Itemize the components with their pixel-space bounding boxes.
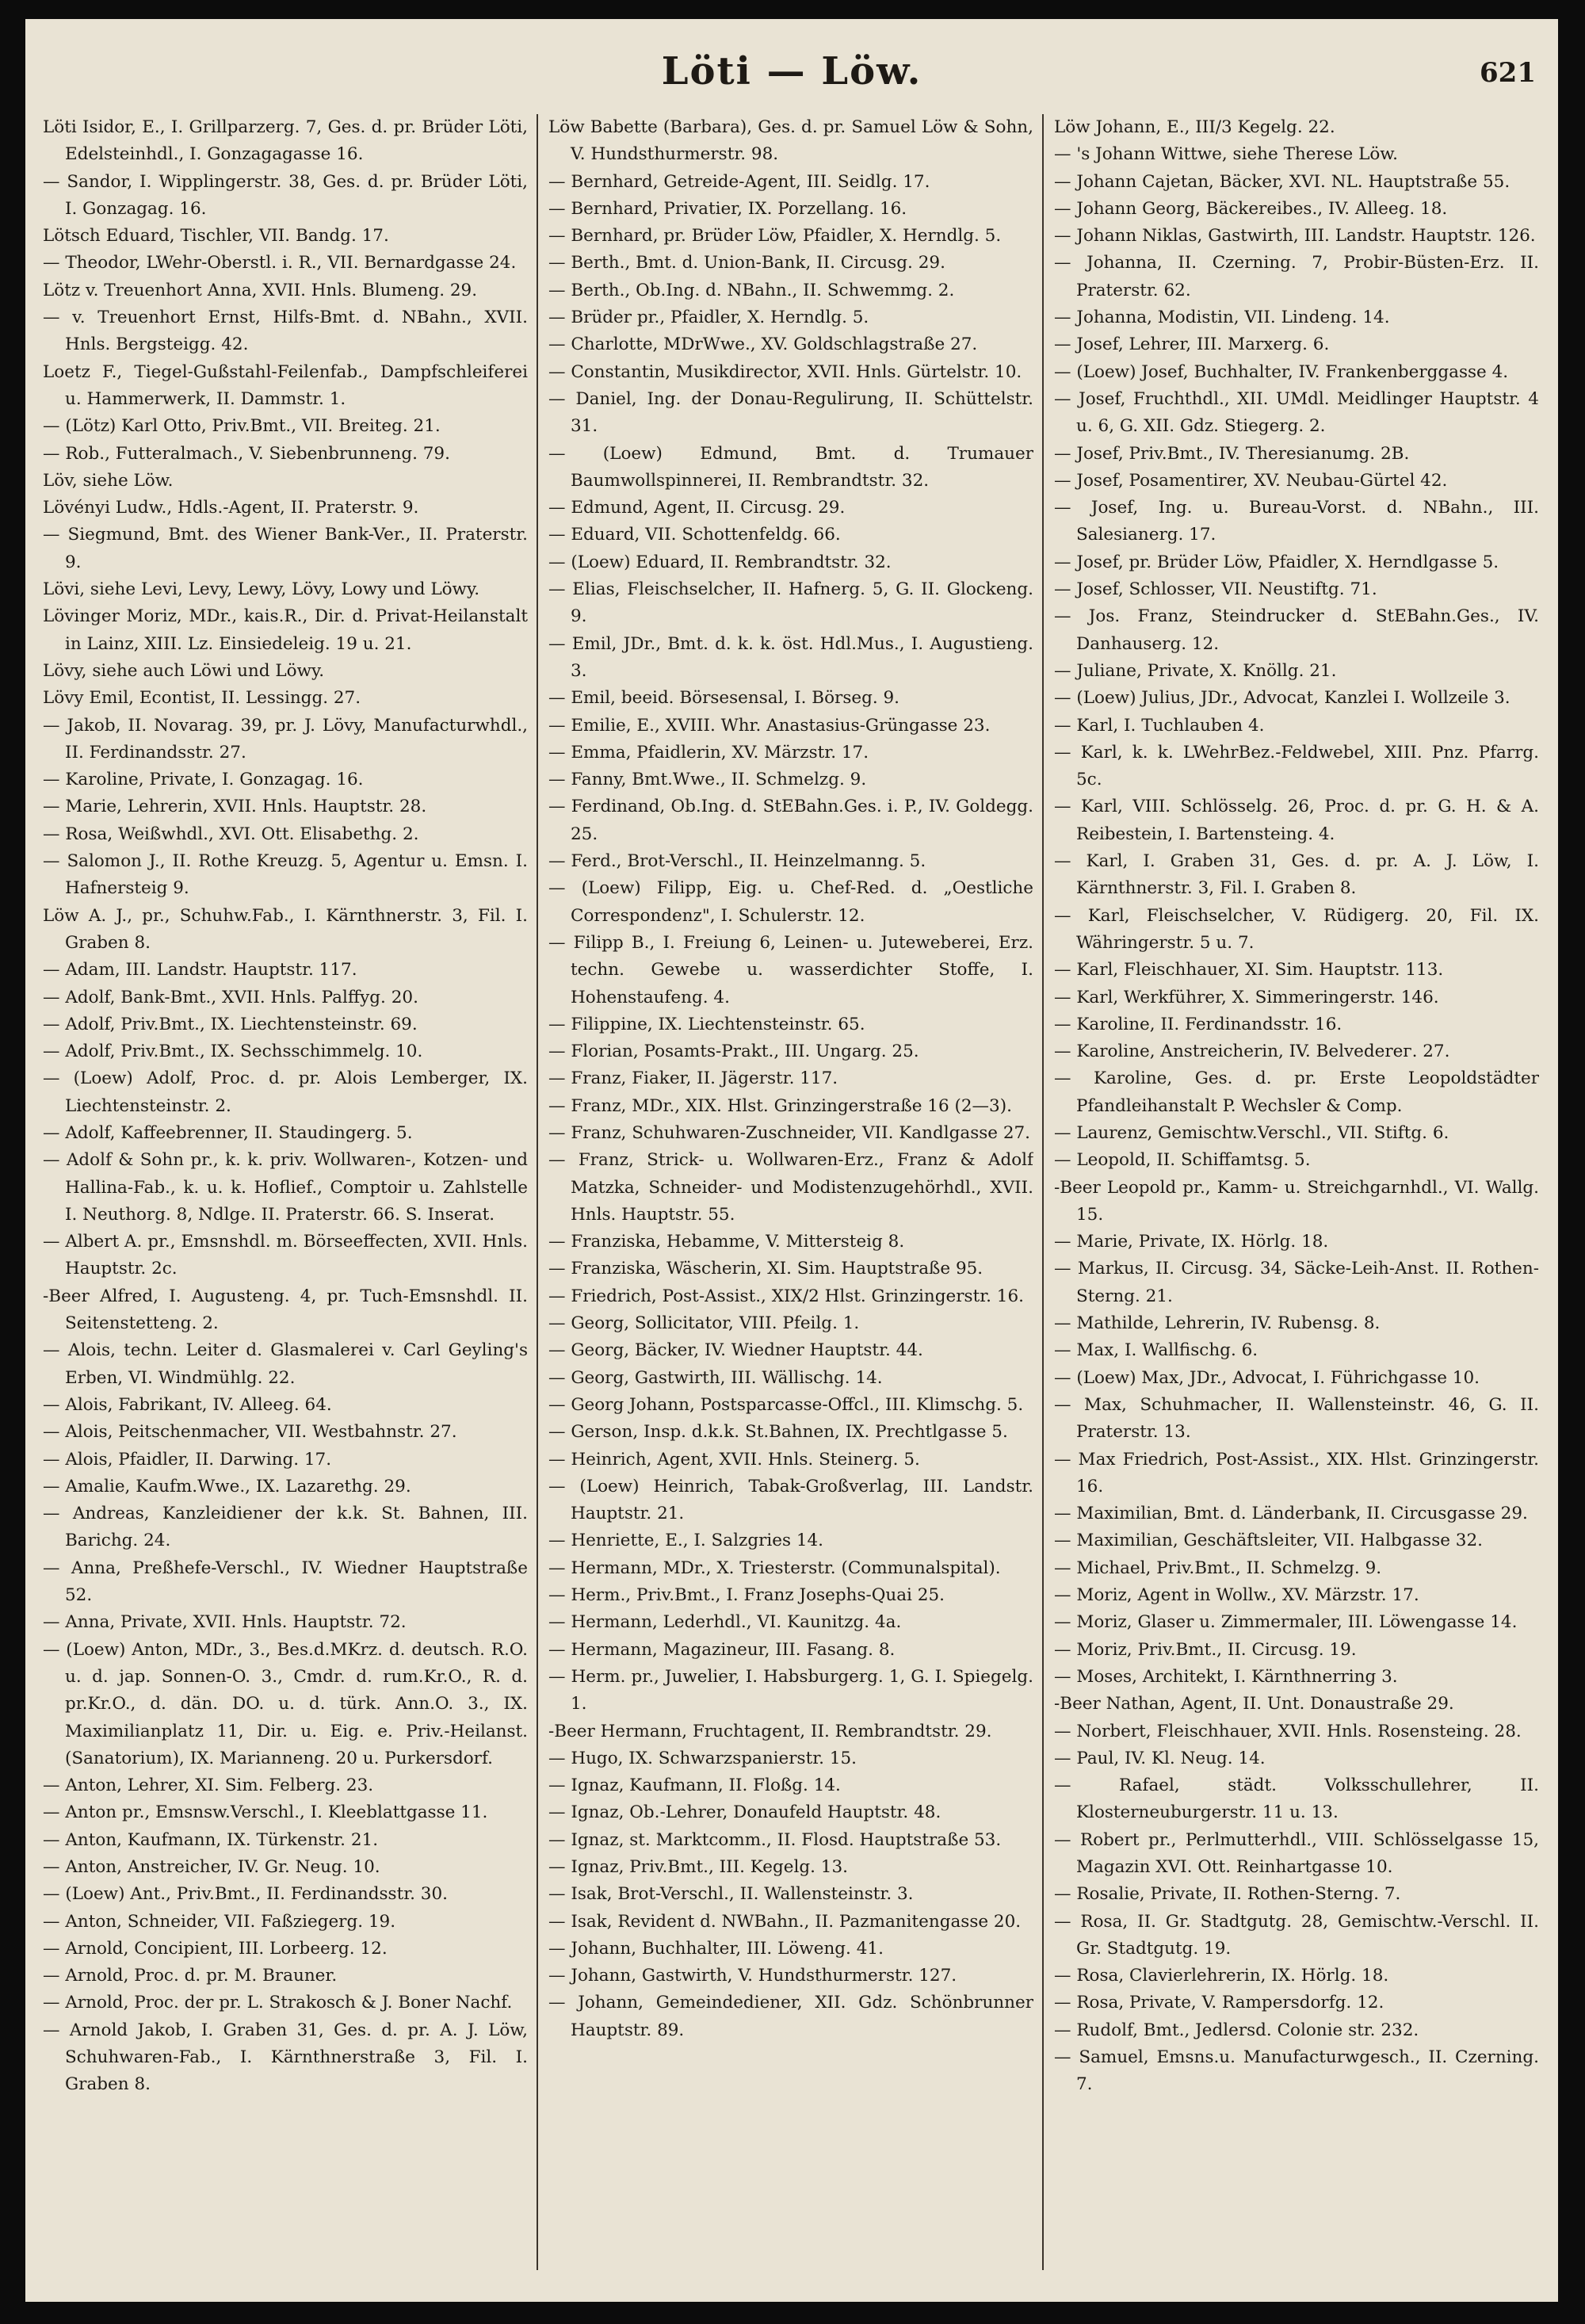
directory-entry: — Max, I. Wallfischg. 6. bbox=[1054, 1340, 1258, 1361]
directory-column-3 bbox=[1054, 114, 1539, 2270]
directory-entry: — Georg Johann, Postsparcasse-Offcl., III. Klimschg. 5. bbox=[548, 1394, 1024, 1415]
directory-entry: — Florian, Posamts-Prakt., III. Ungarg. 25. bbox=[548, 1042, 919, 1062]
directory-entry: — Alois, Pfaidler, II. Darwing. 17. bbox=[43, 1449, 332, 1470]
directory-entry: Lötsch Eduard, Tischler, VII. Bandg. 17. bbox=[43, 226, 389, 247]
directory-entry: — Johann, Buchhalter, III. Löweng. 41. bbox=[548, 1938, 884, 1959]
directory-entry: — Franz, Schuhwaren-Zuschneider, VII. Kandlgasse 27. bbox=[548, 1122, 1031, 1143]
directory-entry: -Beer Nathan, Agent, II. Unt. Donaustraße 29. bbox=[1054, 1694, 1454, 1714]
directory-entry: — Emilie, E., XVIII. Whr. Anastasius-Grüngasse 23. bbox=[548, 715, 991, 736]
directory-entry: — Johanna, Modistin, VII. Lindeng. 14. bbox=[1054, 308, 1390, 328]
directory-entry: Lövényi Ludw., Hdls.-Agent, II. Praterstr. 9. bbox=[43, 498, 419, 518]
directory-entry: Lövi, siehe Levi, Levy, Lewy, Lövy, Lowy und Löwy. bbox=[43, 579, 480, 600]
directory-entry: — (Loew) Filipp, Eig. u. Chef-Red. d. „Oestliche Correspondenz", I. Schulerstr. 12. bbox=[548, 878, 1033, 926]
directory-entry: — Josef, pr. Brüder Löw, Pfaidler, X. Herndlgasse 5. bbox=[1054, 552, 1499, 572]
directory-entry: — Moriz, Priv.Bmt., II. Circusg. 19. bbox=[1054, 1639, 1357, 1660]
directory-entry: — Hermann, Lederhdl., VI. Kaunitzg. 4a. bbox=[548, 1612, 902, 1633]
directory-entry: — Jos. Franz, Steindrucker d. StEBahn.Ges., IV. Danhauserg. 12. bbox=[1054, 606, 1539, 654]
directory-entry: — Rosa, Clavierlehrerin, IX. Hörlg. 18. bbox=[1054, 1966, 1389, 1986]
directory-entry: — Adolf, Kaffeebrenner, II. Staudingerg. 5. bbox=[43, 1122, 413, 1143]
directory-entry: — Alois, Peitschenmacher, VII. Westbahnstr. 27. bbox=[43, 1422, 457, 1443]
directory-entry: — Ignaz, st. Marktcomm., II. Flosd. Hauptstraße 53. bbox=[548, 1829, 1002, 1850]
directory-entry: -Beer Leopold pr., Kamm- u. Streichgarnhdl., VI. Wallg. 15. bbox=[1054, 1177, 1539, 1225]
directory-entry: — Josef, Lehrer, III. Marxerg. 6. bbox=[1054, 334, 1330, 355]
directory-entry: — Rosa, Weißwhdl., XVI. Ott. Elisabethg. 2. bbox=[43, 824, 419, 844]
directory-entry: Löw Babette (Barbara), Ges. d. pr. Samuel Löw & Sohn, V. Hundsthurmerstr. 98. bbox=[548, 117, 1033, 165]
directory-entry: — Karl, Fleischselcher, V. Rüdigerg. 20, Fil. IX. Währingerstr. 5 u. 7. bbox=[1054, 905, 1539, 953]
directory-entry: Lövy Emil, Econtist, II. Lessingg. 27. bbox=[43, 688, 361, 709]
directory-entry: — Hermann, MDr., X. Triesterstr. (Communalspital). bbox=[548, 1558, 1001, 1578]
directory-entry: Lötz v. Treuenhort Anna, XVII. Hnls. Blumeng. 29. bbox=[43, 280, 478, 300]
directory-entry: — Ferd., Brot-Verschl., II. Heinzelmanng. 5. bbox=[548, 851, 926, 872]
directory-entry: — Isak, Brot-Verschl., II. Wallensteinstr. 3. bbox=[548, 1884, 914, 1905]
directory-entry: — Rosa, Private, V. Rampersdorfg. 12. bbox=[1054, 1993, 1384, 2013]
directory-entry: — Michael, Priv.Bmt., II. Schmelzg. 9. bbox=[1054, 1558, 1382, 1578]
page-header bbox=[25, 19, 1558, 106]
directory-entry: — (Loew) Adolf, Proc. d. pr. Alois Lemberger, IX. Liechtensteinstr. 2. bbox=[43, 1068, 528, 1116]
directory-entry: — Anna, Private, XVII. Hnls. Hauptstr. 72. bbox=[43, 1612, 407, 1633]
directory-entry: — Herm., Priv.Bmt., I. Franz Josephs-Quai 25. bbox=[548, 1585, 945, 1606]
directory-entry: — Filipp B., I. Freiung 6, Leinen- u. Juteweberei, Erz. techn. Gewebe u. wasserdichter Stoffe, I. Hohenstaufeng. 4. bbox=[548, 932, 1033, 1007]
directory-entry: — Maximilian, Geschäftsleiter, VII. Halbgasse 32. bbox=[1054, 1531, 1483, 1551]
directory-entry: — Georg, Gastwirth, III. Wällischg. 14. bbox=[548, 1367, 883, 1388]
directory-entry: — Marie, Private, IX. Hörlg. 18. bbox=[1054, 1232, 1329, 1252]
directory-entry: — Karoline, II. Ferdinandsstr. 16. bbox=[1054, 1014, 1342, 1034]
directory-entry: -Beer Alfred, I. Augusteng. 4, pr. Tuch-Emsnshdl. II. Seitenstetteng. 2. bbox=[43, 1286, 528, 1334]
directory-entry: — Karl, k. k. LWehrBez.-Feldwebel, XIII. Pnz. Pfarrg. 5c. bbox=[1054, 742, 1539, 790]
directory-entry: — Johanna, II. Czerning. 7, Probir-Büsten-Erz. II. Praterstr. 62. bbox=[1054, 253, 1539, 300]
directory-entry: — Karoline, Ges. d. pr. Erste Leopoldstädter Pfandleihanstalt P. Wechsler & Comp. bbox=[1054, 1068, 1539, 1116]
directory-entry: — Sandor, I. Wipplingerstr. 38, Ges. d. pr. Brüder Löti, I. Gonzagag. 16. bbox=[43, 171, 528, 219]
directory-entry: — Emil, JDr., Bmt. d. k. k. öst. Hdl.Mus., I. Augustieng. 3. bbox=[548, 633, 1033, 681]
directory-entry: — Berth., Bmt. d. Union-Bank, II. Circusg. 29. bbox=[548, 253, 945, 273]
directory-entry: — Franz, Strick- u. Wollwaren-Erz., Franz & Adolf Matzka, Schneider- und Modistenzugehörhdl., XVII. Hnls. Hauptstr. 55. bbox=[548, 1150, 1033, 1225]
directory-entry: — Anton, Anstreicher, IV. Gr. Neug. 10. bbox=[43, 1857, 380, 1877]
directory-entry: — Anton, Kaufmann, IX. Türkenstr. 21. bbox=[43, 1829, 379, 1850]
directory-entry: Löv, siehe Löw. bbox=[43, 470, 174, 491]
directory-entry: — v. Treuenhort Ernst, Hilfs-Bmt. d. NBahn., XVII. Hnls. Bergsteigg. 42. bbox=[43, 308, 528, 355]
directory-entry: — Marie, Lehrerin, XVII. Hnls. Hauptstr. 28. bbox=[43, 797, 427, 817]
directory-entry: — Josef, Priv.Bmt., IV. Theresianumg. 2B. bbox=[1054, 443, 1410, 464]
directory-column-2 bbox=[548, 114, 1033, 2270]
directory-entry: — Franziska, Hebamme, V. Mittersteig 8. bbox=[548, 1232, 905, 1252]
directory-entry: — Johann Niklas, Gastwirth, III. Landstr. Hauptstr. 126. bbox=[1054, 226, 1536, 247]
directory-entry: — Arnold Jakob, I. Graben 31, Ges. d. pr. A. J. Löw, Schuhwaren-Fab., I. Kärnthnerstraße 3, Fil. I. Graben 8. bbox=[43, 2020, 528, 2095]
directory-entry: — Albert A. pr., Emsnshdl. m. Börseeffecten, XVII. Hnls. Hauptstr. 2c. bbox=[43, 1232, 528, 1279]
directory-entry: — Maximilian, Bmt. d. Länderbank, II. Circusgasse 29. bbox=[1054, 1504, 1528, 1524]
directory-entry: — (Loew) Heinrich, Tabak-Großverlag, III. Landstr. Hauptstr. 21. bbox=[548, 1476, 1033, 1524]
directory-entry: — Adam, III. Landstr. Hauptstr. 117. bbox=[43, 960, 357, 980]
directory-entry: — Josef, Schlosser, VII. Neustiftg. 71. bbox=[1054, 579, 1377, 600]
directory-entry: — Johann Cajetan, Bäcker, XVI. NL. Hauptstraße 55. bbox=[1054, 171, 1511, 192]
directory-entry: — Laurenz, Gemischtw.Verschl., VII. Stiftg. 6. bbox=[1054, 1122, 1449, 1143]
directory-entry: — Fanny, Bmt.Wwe., II. Schmelzg. 9. bbox=[548, 770, 867, 790]
directory-entry: Loetz F., Tiegel-Gußstahl-Feilenfab., Dampfschleiferei u. Hammerwerk, II. Dammstr. 1. bbox=[43, 361, 528, 409]
directory-entry: — Bernhard, pr. Brüder Löw, Pfaidler, X. Herndlg. 5. bbox=[548, 226, 1002, 247]
directory-column-1 bbox=[43, 114, 528, 2270]
directory-entry: Löw A. J., pr., Schuhw.Fab., I. Kärnthnerstr. 3, Fil. I. Graben 8. bbox=[43, 905, 528, 953]
directory-entry: Löw Johann, E., III/3 Kegelg. 22. bbox=[1054, 117, 1335, 137]
directory-entry: — Andreas, Kanzleidiener der k.k. St. Bahnen, III. Barichg. 24. bbox=[43, 1504, 528, 1551]
directory-entry: — Siegmund, Bmt. des Wiener Bank-Ver., II. Praterstr. 9. bbox=[43, 525, 528, 572]
directory-entry: — Emil, beeid. Börsesensal, I. Börseg. 9. bbox=[548, 688, 900, 709]
directory-entry: — Paul, IV. Kl. Neug. 14. bbox=[1054, 1748, 1266, 1768]
directory-entry: — Samuel, Emsns.u. Manufacturwgesch., II. Czerning. 7. bbox=[1054, 2047, 1539, 2095]
directory-entry: — (Loew) Ant., Priv.Bmt., II. Ferdinandsstr. 30. bbox=[43, 1884, 448, 1905]
directory-entry: — Moses, Architekt, I. Kärnthnerring 3. bbox=[1054, 1666, 1398, 1687]
directory-entry: — Amalie, Kaufm.Wwe., IX. Lazarethg. 29. bbox=[43, 1476, 411, 1496]
directory-entry: — Salomon J., II. Rothe Kreuzg. 5, Agentur u. Emsn. I. Hafnersteig 9. bbox=[43, 851, 528, 899]
directory-entry: — Heinrich, Agent, XVII. Hnls. Steinerg. 5. bbox=[548, 1449, 920, 1470]
directory-entry: — Friedrich, Post-Assist., XIX/2 Hlst. Grinzingerstr. 16. bbox=[548, 1286, 1024, 1306]
directory-entry: — (Loew) Julius, JDr., Advocat, Kanzlei I. Wollzeile 3. bbox=[1054, 688, 1511, 709]
directory-entry: — Constantin, Musikdirector, XVII. Hnls. Gürtelstr. 10. bbox=[548, 361, 1022, 382]
directory-entry: — Hermann, Magazineur, III. Fasang. 8. bbox=[548, 1639, 896, 1660]
directory-entry: — Bernhard, Privatier, IX. Porzellang. 16. bbox=[548, 198, 907, 219]
directory-entry: — Theodor, LWehr-Oberstl. i. R., VII. Bernardgasse 24. bbox=[43, 253, 517, 273]
directory-entry: — Rudolf, Bmt., Jedlersd. Colonie str. 232. bbox=[1054, 2020, 1419, 2040]
directory-entry: — Rosalie, Private, II. Rothen-Sterng. 7. bbox=[1054, 1884, 1401, 1905]
directory-entry: — Adolf, Priv.Bmt., IX. Sechsschimmelg. 10. bbox=[43, 1042, 423, 1062]
directory-entry: — (Loew) Edmund, Bmt. d. Trumauer Baumwollspinnerei, II. Rembrandtstr. 32. bbox=[548, 443, 1033, 491]
directory-entry: — Emma, Pfaidlerin, XV. Märzstr. 17. bbox=[548, 742, 869, 763]
directory-entry: — Herm. pr., Juwelier, I. Habsburgerg. 1, G. I. Spiegelg. 1. bbox=[548, 1666, 1033, 1714]
directory-entry: — Franz, MDr., XIX. Hlst. Grinzingerstraße 16 (2—3). bbox=[548, 1095, 1012, 1116]
directory-entry: — Max Friedrich, Post-Assist., XIX. Hlst. Grinzingerstr. 16. bbox=[1054, 1449, 1539, 1496]
directory-entry: — Johann, Gemeindediener, XII. Gdz. Schönbrunner Hauptstr. 89. bbox=[548, 1993, 1033, 2040]
page-number: 621 bbox=[1480, 57, 1536, 89]
column-divider bbox=[1042, 114, 1044, 2270]
directory-entry: — Robert pr., Perlmutterhdl., VIII. Schlösselgasse 15, Magazin XVI. Ott. Reinhartgasse 10. bbox=[1054, 1829, 1539, 1877]
directory-entry: — Johann Georg, Bäckereibes., IV. Alleeg. 18. bbox=[1054, 198, 1448, 219]
directory-entry: — Karl, Fleischhauer, XI. Sim. Hauptstr. 113. bbox=[1054, 960, 1444, 980]
column-divider bbox=[537, 114, 538, 2270]
directory-entry: — Moriz, Glaser u. Zimmermaler, III. Löwengasse 14. bbox=[1054, 1612, 1518, 1633]
directory-entry: — Hugo, IX. Schwarzspanierstr. 15. bbox=[548, 1748, 857, 1768]
directory-entry: — Rosa, II. Gr. Stadtgutg. 28, Gemischtw.-Verschl. II. Gr. Stadtgutg. 19. bbox=[1054, 1911, 1539, 1959]
directory-entry: — Mathilde, Lehrerin, IV. Rubensg. 8. bbox=[1054, 1313, 1381, 1334]
directory-entry: — Franziska, Wäscherin, XI. Sim. Hauptstraße 95. bbox=[548, 1259, 983, 1279]
directory-entry: — Franz, Fiaker, II. Jägerstr. 117. bbox=[548, 1068, 838, 1089]
directory-entry: — Ignaz, Kaufmann, II. Floßg. 14. bbox=[548, 1775, 841, 1796]
directory-entry: — Brüder pr., Pfaidler, X. Herndlg. 5. bbox=[548, 308, 869, 328]
directory-page bbox=[25, 19, 1558, 2302]
directory-entry: — Elias, Fleischselcher, II. Hafnerg. 5, G. II. Glockeng. 9. bbox=[548, 579, 1033, 627]
directory-entry: — Josef, Ing. u. Bureau-Vorst. d. NBahn., III. Salesianerg. 17. bbox=[1054, 498, 1539, 545]
directory-entry: — Josef, Fruchthdl., XII. UMdl. Meidlinger Hauptstr. 4 u. 6, G. XII. Gdz. Stiegerg. 2. bbox=[1054, 388, 1539, 437]
directory-entry: — Adolf & Sohn pr., k. k. priv. Wollwaren-, Kotzen- und Hallina-Fab., k. u. k. Hoflief., Comptoir u. Zahlstelle I. Neuthorg. 8, Ndlge. II. Praterstr. 66. S. Inserat. bbox=[43, 1150, 528, 1225]
directory-entry: — Bernhard, Getreide-Agent, III. Seidlg. 17. bbox=[548, 171, 930, 192]
directory-entry: — Edmund, Agent, II. Circusg. 29. bbox=[548, 498, 846, 518]
directory-entry: — Ferdinand, Ob.Ing. d. StEBahn.Ges. i. P., IV. Goldegg. 25. bbox=[548, 797, 1033, 844]
directory-entry: — Henriette, E., I. Salzgries 14. bbox=[548, 1531, 824, 1551]
directory-entry: — (Lötz) Karl Otto, Priv.Bmt., VII. Breiteg. 21. bbox=[43, 416, 441, 437]
directory-entry: — Charlotte, MDrWwe., XV. Goldschlagstraße 27. bbox=[548, 334, 978, 355]
directory-entry: — Max, Schuhmacher, II. Wallensteinstr. 46, G. II. Praterstr. 13. bbox=[1054, 1394, 1539, 1443]
directory-entry: — Karl, I. Tuchlauben 4. bbox=[1054, 715, 1265, 736]
directory-entry: — Georg, Sollicitator, VIII. Pfeilg. 1. bbox=[548, 1313, 860, 1334]
directory-entry: — Karl, VIII. Schlösselg. 26, Proc. d. pr. G. H. & A. Reibestein, I. Bartensteing. 4. bbox=[1054, 797, 1539, 844]
directory-entry: Lövy, siehe auch Löwi und Löwy. bbox=[43, 660, 325, 681]
directory-entry: — Arnold, Proc. d. pr. M. Brauner. bbox=[43, 1966, 338, 1986]
directory-entry: — Josef, Posamentirer, XV. Neubau-Gürtel 42. bbox=[1054, 470, 1448, 491]
directory-entry: — Arnold, Concipient, III. Lorbeerg. 12. bbox=[43, 1938, 388, 1959]
running-head: Löti — Löw. bbox=[661, 49, 922, 94]
directory-entry: — Ignaz, Ob.-Lehrer, Donaufeld Hauptstr. 48. bbox=[548, 1802, 941, 1823]
directory-entry: — Daniel, Ing. der Donau-Regulirung, II. Schüttelstr. 31. bbox=[548, 388, 1033, 437]
directory-entry: — Rafael, städt. Volksschullehrer, II. Klosterneuburgerstr. 11 u. 13. bbox=[1054, 1775, 1539, 1823]
directory-entry: Lövinger Moriz, MDr., kais.R., Dir. d. Privat-Heilanstalt in Lainz, XIII. Lz. Einsiedeleig. 19 u. 21. bbox=[43, 606, 528, 654]
directory-entry: — Jakob, II. Novarag. 39, pr. J. Lövy, Manufacturwhdl., II. Ferdinandsstr. 27. bbox=[43, 715, 528, 763]
directory-entry: Löti Isidor, E., I. Grillparzerg. 7, Ges. d. pr. Brüder Löti, Edelsteinhdl., I. Gonzagagasse 16. bbox=[43, 117, 528, 165]
directory-entry: — Leopold, II. Schiffamtsg. 5. bbox=[1054, 1150, 1311, 1171]
directory-entry: — Ignaz, Priv.Bmt., III. Kegelg. 13. bbox=[548, 1857, 848, 1877]
directory-entry: — Anton, Schneider, VII. Faßziegerg. 19. bbox=[43, 1911, 396, 1932]
directory-entry: — Karl, I. Graben 31, Ges. d. pr. A. J. Löw, I. Kärnthnerstr. 3, Fil. I. Graben 8. bbox=[1054, 851, 1539, 899]
directory-entry: — Alois, Fabrikant, IV. Alleeg. 64. bbox=[43, 1394, 332, 1415]
directory-entry: — Anna, Preßhefe-Verschl., IV. Wiedner Hauptstraße 52. bbox=[43, 1558, 528, 1606]
directory-entry: — Markus, II. Circusg. 34, Säcke-Leih-Anst. II. Rothen-Sterng. 21. bbox=[1054, 1259, 1539, 1306]
directory-entry: — Anton, Lehrer, XI. Sim. Felberg. 23. bbox=[43, 1775, 374, 1796]
directory-entry: — Karl, Werkführer, X. Simmeringerstr. 146. bbox=[1054, 987, 1439, 1007]
directory-entry: — Adolf, Bank-Bmt., XVII. Hnls. Palffyg. 20. bbox=[43, 987, 418, 1007]
directory-entry: — Karoline, Private, I. Gonzagag. 16. bbox=[43, 770, 364, 790]
directory-entry: — Rob., Futteralmach., V. Siebenbrunneng. 79. bbox=[43, 443, 450, 464]
directory-entry: — Karoline, Anstreicherin, IV. Belvederег. 27. bbox=[1054, 1042, 1450, 1062]
directory-entry: — Moriz, Agent in Wollw., XV. Märzstr. 17. bbox=[1054, 1585, 1419, 1606]
directory-entry: — (Loew) Max, JDr., Advocat, I. Führichgasse 10. bbox=[1054, 1367, 1480, 1388]
directory-entry: — Isak, Revident d. NWBahn., II. Pazmanitengasse 20. bbox=[548, 1911, 1022, 1932]
directory-entry: — Georg, Bäcker, IV. Wiedner Hauptstr. 44. bbox=[548, 1340, 923, 1361]
directory-entry: — Alois, techn. Leiter d. Glasmalerei v. Carl Geyling's Erben, VI. Windmühlg. 22. bbox=[43, 1340, 528, 1388]
directory-entry: — (Loew) Josef, Buchhalter, IV. Frankenberggasse 4. bbox=[1054, 361, 1509, 382]
directory-entry: — 's Johann Wittwe, siehe Therese Löw. bbox=[1054, 144, 1398, 165]
directory-entry: — Anton pr., Emsnsw.Verschl., I. Kleeblattgasse 11. bbox=[43, 1802, 488, 1823]
directory-entry: — Johann, Gastwirth, V. Hundsthurmerstr. 127. bbox=[548, 1966, 957, 1986]
directory-entry: -Beer Hermann, Fruchtagent, II. Rembrandtstr. 29. bbox=[548, 1721, 992, 1741]
directory-entry: — (Loew) Anton, MDr., 3., Bes.d.MKrz. d. deutsch. R.O. u. d. jap. Sonnen-O. 3., Cmdr. d. rum.Kr.O., R. d. pr.Kr.O., d. dän. DO. u. d. türk. Ann.O. 3., IX. Maximilianplatz 11, Dir. u. Eig. e. Priv.-Heilanst. (Sanatorium), IX. Marianneng. 20 u. Purkersdorf. bbox=[43, 1639, 528, 1768]
directory-entry: — Eduard, VII. Schottenfeldg. 66. bbox=[548, 525, 841, 545]
directory-entry: — Gerson, Insp. d.k.k. St.Bahnen, IX. Prechtlgasse 5. bbox=[548, 1422, 1008, 1443]
directory-entry: — (Loew) Eduard, II. Rembrandtstr. 32. bbox=[548, 552, 892, 572]
directory-entry: — Filippine, IX. Liechtensteinstr. 65. bbox=[548, 1014, 865, 1034]
directory-entry: — Berth., Ob.Ing. d. NBahn., II. Schwemmg. 2. bbox=[548, 280, 955, 300]
directory-entry: — Adolf, Priv.Bmt., IX. Liechtensteinstr. 69. bbox=[43, 1014, 418, 1034]
directory-entry: — Arnold, Proc. der pr. L. Strakosch & J. Boner Nachf. bbox=[43, 1993, 513, 2013]
directory-entry: — Norbert, Fleischhauer, XVII. Hnls. Rosensteing. 28. bbox=[1054, 1721, 1522, 1741]
directory-entry: — Juliane, Private, X. Knöllg. 21. bbox=[1054, 660, 1337, 681]
